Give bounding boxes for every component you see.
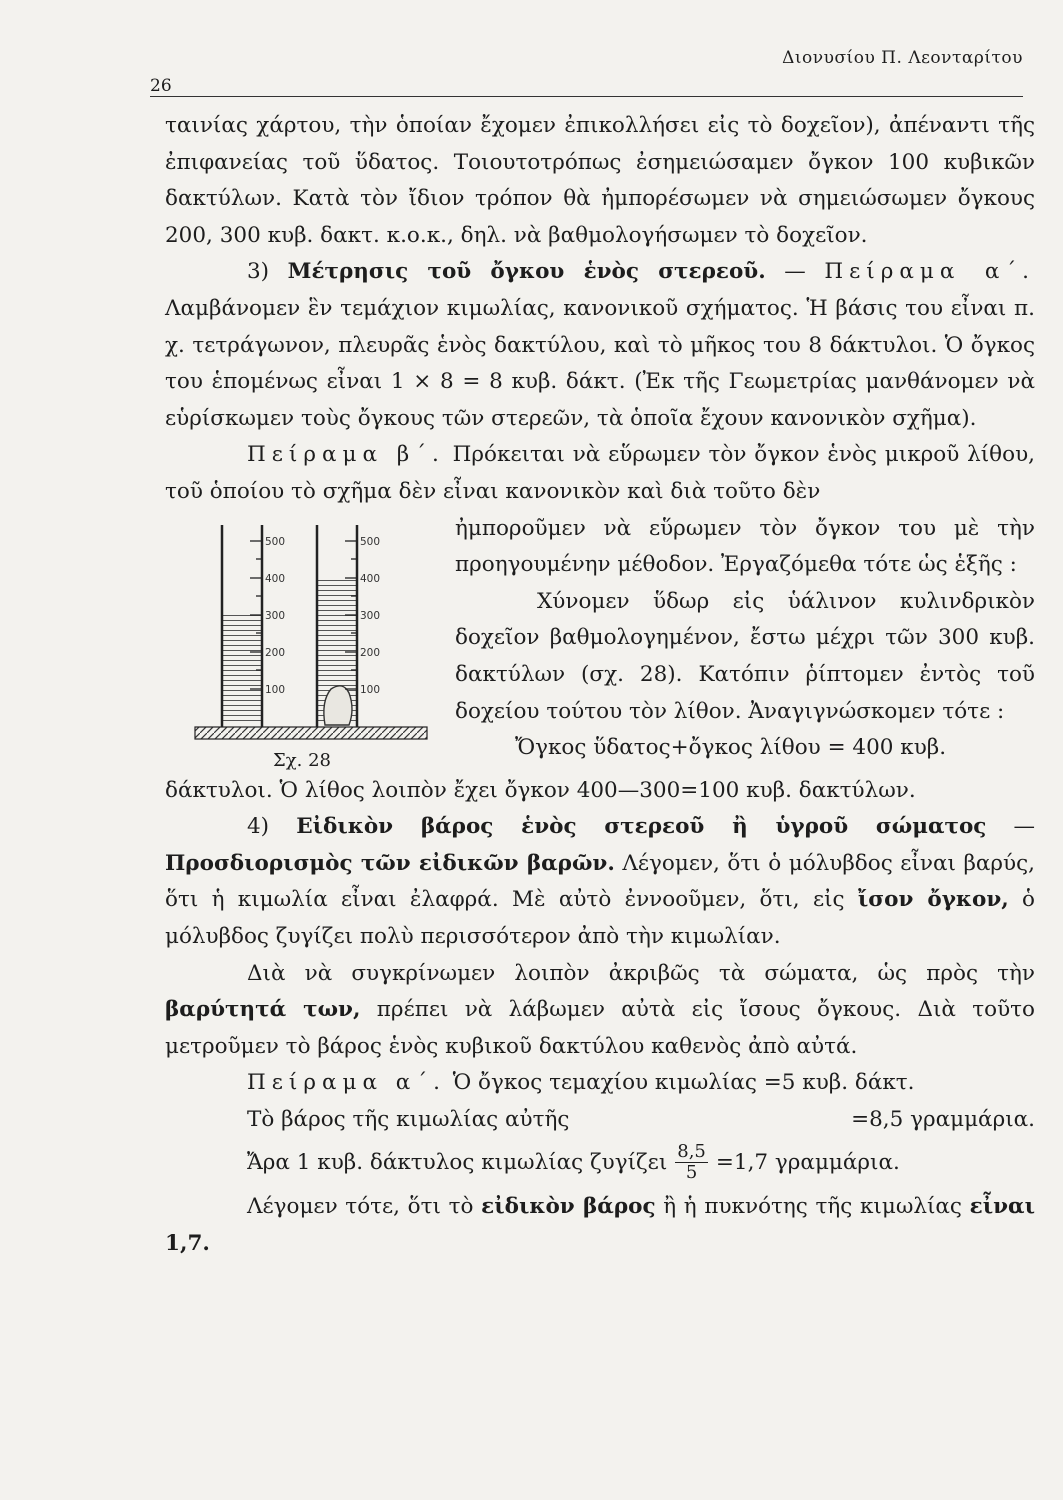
formula-result: =1,7 γραμμάρια. (715, 1149, 900, 1175)
paragraph-text: Λέγομεν, ὅτι ὁ μόλυβδος εἶναι βαρύς, ὅτι ἡ κιμωλία εἶναι ἐλαφρά. Μὲ αὐτὸ ἐννοοῦμεν, ὅτι, εἰς (165, 850, 1035, 913)
experiment-label: Πείραμα β΄. (247, 442, 445, 468)
fraction-numerator: 8,5 (677, 1141, 706, 1163)
figure-side-text (455, 511, 1035, 773)
page-header (150, 40, 1023, 96)
tick-label: 200 (265, 646, 286, 659)
paragraph-text: ὁ μόλυβδος ζυγίζει πολὺ περισσότερον ἀπὸ τὴν κιμωλίαν. (165, 887, 1036, 949)
emphasis-specific-weight: εἰδικὸν βάρος (481, 1194, 656, 1220)
page-number: 26 (150, 76, 172, 96)
formula-volume: Ὄγκος ὕδατος+ὄγκος λίθου = 400 κυβ. (515, 735, 947, 761)
paragraph-text: Χύνομεν ὕδωρ εἰς ὑάλινον κυλινδρικὸν δοχεῖον βαθμολογημένον, ἔστω μέχρι τῶν 300 κυβ. δακτύλων (σχ. 28). Κατόπιν ῥίπτομεν ἐντὸς τοῦ δοχείου τούτου τὸν λίθον. Ἀναγιγνώσκομεν τότε : (455, 588, 1035, 724)
tick-label: 400 (360, 572, 381, 585)
section-subheading: Προσδιορισμὸς τῶν εἰδικῶν βαρῶν. (165, 850, 615, 876)
heading-dash: — (765, 259, 825, 285)
fraction (675, 1142, 708, 1183)
table-base (195, 727, 427, 739)
fraction-denominator: 5 (685, 1162, 698, 1184)
tick-label: 100 (360, 683, 381, 696)
section-heading: Εἰδικὸν βάρος ἑνὸς στερεοῦ ἢ ὑγροῦ σώματος (296, 814, 987, 840)
tick-label: 300 (265, 609, 286, 622)
weight-line (165, 1102, 1035, 1139)
tick-label: 500 (265, 535, 286, 548)
paragraph-text: ἠμποροῦμεν νὰ εὕρωμεν τὸν ὄγκον του μὲ τὴν προηγουμένην μέθοδον. Ἐργαζόμεθα τότε ὡς ἑξῆς : (455, 515, 1035, 578)
graduated-cylinders-illustration (165, 523, 433, 743)
paragraph-experiment-chalk (165, 1065, 1035, 1102)
header-rule (150, 96, 1023, 97)
paragraph-specific-weight (165, 809, 1035, 955)
formula-lead: Ἄρα 1 κυβ. δάκτυλος κιμωλίας ζυγίζει (247, 1149, 668, 1175)
figure-caption: Σχ. 28 (273, 749, 331, 771)
cylinder-after (317, 525, 380, 727)
heading-dash: — (986, 814, 1035, 840)
page-body (165, 108, 1035, 1263)
paragraph-solid-volume (165, 254, 1035, 437)
weight-label: Τὸ βάρος τῆς κιμωλίας αὐτῆς (247, 1106, 570, 1132)
paragraph-text: Πρόκειται νὰ εὕρωμεν τὸν ὄγκον ἑνὸς μικροῦ λίθου, τοῦ ὁποίου τὸ σχῆμα δὲν εἶναι κανονικὸν καὶ διὰ τοῦτο δὲν (165, 442, 1035, 504)
paragraph-text: ταινίας χάρτου, τὴν ὁποίαν ἔχομεν ἐπικολλήσει εἰς τὸ δοχεῖον), ἀπέναντι τῆς ἐπιφανείας τοῦ ὕδατος. Τοιουτοτρόπως ἐσημειώσαμεν ὄγκον 100 κυβικῶν δακτύλων. Κατὰ τὸν ἴδιον τρόπον θὰ ἠμπορέσωμεν νὰ σημειώσωμεν ὄγκους 200, 300 κυβ. δακτ. κ.ο.κ., δηλ. νὰ βαθμολογήσωμεν τὸ δοχεῖον. (165, 113, 1035, 248)
paragraph-text: Λέγομεν τότε, ὅτι τὸ (247, 1194, 482, 1220)
paragraph-text: Διὰ νὰ συγκρίνωμεν λοιπὸν ἀκριβῶς τὰ σώματα, ὡς πρὸς τὴν (247, 960, 1035, 986)
paragraph-text: πρέπει νὰ λάβωμεν αὐτὰ εἰς ἴσους ὄγκους. Διὰ τοῦτο μετροῦμεν τὸ βάρος ἑνὸς κυβικοῦ δακτύλου καθενὸς ἀπὸ αὐτά. (165, 997, 1035, 1059)
tick-label: 300 (360, 609, 381, 622)
section-number: 4) (247, 814, 270, 840)
paragraph-text: Ὁ ὄγκος τεμαχίου κιμωλίας =5 κυβ. δάκτ. (445, 1070, 915, 1096)
emphasis-value: εἶναι 1,7. (165, 1194, 1035, 1257)
experiment-label: Πείραμα α΄. (824, 259, 1036, 285)
tick-label: 100 (265, 683, 286, 696)
paragraph-experiment-b (165, 437, 1035, 510)
cylinder-before (222, 525, 285, 727)
paragraph-conclusion (165, 1189, 1035, 1262)
figure-28 (165, 511, 433, 773)
paragraph-text: ἢ ἡ πυκνότης τῆς κιμωλίας (655, 1194, 970, 1220)
running-head: Διονυσίου Π. Λεονταρίτου (782, 48, 1023, 68)
paragraph-text: δάκτυλοι. Ὁ λίθος λοιπὸν ἔχει ὄγκον 400—300=100 κυβ. δακτύλων. (165, 777, 916, 803)
section-heading: Μέτρησις τοῦ ὄγκου ἑνὸς στερεοῦ. (287, 259, 766, 285)
tick-label: 200 (360, 646, 381, 659)
paragraph-graduation (165, 108, 1035, 254)
tick-label: 400 (265, 572, 286, 585)
figure-row (165, 511, 1035, 773)
emphasis-equal-volume: ἴσον ὄγκον, (857, 887, 1009, 913)
emphasis-heaviness: βαρύτητά των, (165, 997, 361, 1023)
weight-value: =8,5 γραμμάρια. (851, 1106, 1035, 1132)
section-number: 3) (247, 259, 270, 285)
paragraph-compare (165, 956, 1035, 1066)
density-formula (165, 1142, 1035, 1183)
experiment-label: Πείραμα α΄. (247, 1070, 446, 1096)
paragraph-text: Λαμβάνομεν ἓν τεμάχιον κιμωλίας, κανονικοῦ σχήματος. Ἡ βάσις του εἶναι π. χ. τετράγωνον, πλευρᾶς ἑνὸς δακτύλου, καὶ τὸ μῆκος του 8 δάκτυλοι. Ὁ ὄγκος του ἑπομένως εἶναι 1 × 8 = 8 κυβ. δάκτ. (Ἐκ τῆς Γεωμετρίας μανθάνομεν νὰ εὑρίσκωμεν τοὺς ὄγκους τῶν στερεῶν, τὰ ὁποῖα ἔχουν κανονικὸν σχῆμα). (165, 295, 1035, 431)
tick-label: 500 (360, 535, 381, 548)
